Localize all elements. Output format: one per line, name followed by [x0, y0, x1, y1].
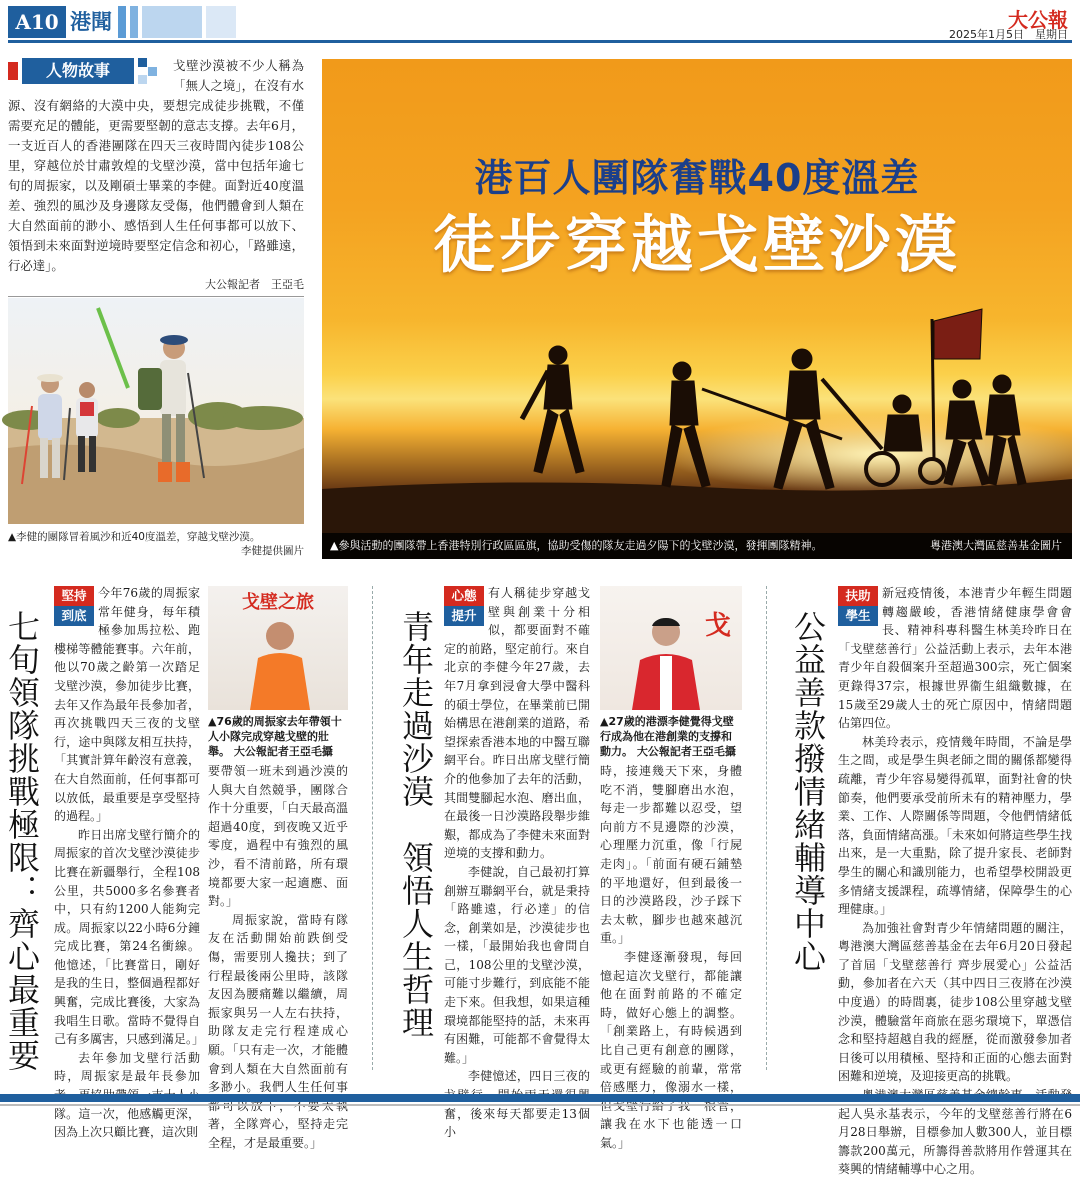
col2-para-4: 時，接連幾天下來，身體吃不消，雙腳磨出水泡，每走一步都難以忍受，望向前方不見邊際的沙漠，心理壓力沉重，像「行屍走肉」。「前面有硬石鋪墊的平地還好，但到最後一日的沙漠路段，沙子踩下去太軟，腳步也越來越沉重。」	[600, 764, 742, 946]
col2-subtag-1: 心態	[444, 586, 484, 606]
photo-small-credit: 李健提供圖片	[241, 545, 304, 557]
col1-para-3: 去年參加戈壁行活動時，周振家是最年長參加 隊。這一次，他感觸更深，因為上次只顧比賽，這次則	[54, 1050, 200, 1140]
photo-big-caption-text: ▲參與活動的團隊帶上香港特別行政區區旗，協助受傷的隊友走過夕陽下的戈壁沙漠，發揮團隊精神。	[330, 539, 823, 552]
lead-paragraph: 戈壁沙漠被不少人稱為「無人之境」，在沒有水源、沒有網絡的大漠中央，要想完成徒步挑戰，不僅需要充足的體能，更需要堅韌的意志支撐。去年6月，一支近百人的香港團隊在四天三夜時間內徒步108公里，穿越位於甘肅敦煌的戈壁沙漠，當中包括年逾七旬的周振家，以及剛碩士畢業的李健。面對近40度溫差、強烈的風沙及身邊隊友受傷，他們體會到人類在大自然面前的渺小、感悟到人生任何事都可以放下、領悟到未來面對逆境時要堅定信念和初心，「路雖遠，行必達」。	[8, 58, 304, 273]
col1-photo-caption	[208, 714, 348, 759]
col2-para-2: 李健說，自己最初打算創辦互聯網平台，就是秉持「路雖遠，行必達」的信念，創業如是，沙漠徒步也一樣，「最開始我也會問自己，108公里的戈壁沙漠，可能寸步難行，到底能不能走下來。但我想，如果這種環境都能堅持的話，未來再有困難，可能都不會覺得太難。」	[444, 864, 590, 1065]
photo-hikers-desert	[8, 298, 304, 524]
col2-photo-credit: 大公報記者王亞毛攝	[636, 745, 736, 758]
section-tag-label: 人物故事	[22, 58, 134, 84]
col2-text-a	[444, 584, 590, 1142]
section-title: 港聞	[70, 9, 112, 34]
headline-main-1: 港百人團隊奮戰40度溫差	[474, 156, 920, 200]
col1-para-4: 要帶領一班未到過沙漠的人與大自然競爭，團隊合作十分重要，「白天最高溫超過40度，到夜晚又近乎零度，過程中有強烈的風沙，看不清前路，所有環境都要大家一起適應、面對。」	[208, 764, 348, 909]
svg-text:戈壁之旅: 戈壁之旅	[242, 592, 314, 613]
header-rule	[8, 40, 1072, 43]
col3-subtag-2: 學生	[838, 606, 878, 626]
photo-big-caption	[322, 533, 1072, 559]
col3-para-1: 新冠疫情後，本港青少年輕生問題轉趨嚴峻，香港情緒健康學會會長、精神科專科醫生林美玲昨日在「戈壁慈善行」公益活動上表示，去年本港青少年自殺個案升至超過300宗，死亡個案更錄得37宗，根據世界衞生組織數據，在15歲至29歲人士的死亡原因中，情緒問題佔第四位。	[838, 586, 1072, 731]
col3-text	[838, 584, 1072, 1179]
col2-subtag-2: 提升	[444, 606, 484, 626]
hikers-illustration	[8, 298, 304, 524]
newspaper-logo: 大公報	[1008, 8, 1068, 32]
column-divider-2	[766, 586, 767, 1070]
col1-headline: 七旬領隊挑戰極限：齊心最重要	[3, 610, 41, 1072]
col2-photo-caption-text: ▲27歲的港漂李健覺得戈壁行成為他在港創業的支撐和動力。	[600, 715, 734, 758]
col2-photo	[600, 586, 742, 710]
col1-text-a	[54, 584, 205, 1142]
lead-rule	[8, 296, 304, 297]
headline-main-2: 徒步穿越戈壁沙漠	[432, 208, 961, 281]
issue-date: 2025年1月5日 星期日	[949, 28, 1068, 41]
footer-bar	[0, 1094, 1080, 1102]
sunset-illustration	[322, 59, 1072, 559]
svg-text:戈: 戈	[704, 611, 732, 641]
col3-para-2: 林美玲表示，疫情幾年時間，不論是學生之間，或是學生與老師之間的關係都變得疏離，青少年容易變得孤單，面對社會的快節奏，他們要承受前所未有的精神壓力，學業、工作、人際關係等問題，令他們情緒低落，負面情緒高漲。「未來如何將這些學生找出來，是一大重點，除了提升家長、老師對學生的關心和識別能力，也希望學校開設更多情緒支援課程，疏導情緒，保障學生的心理健康。」	[838, 734, 1073, 917]
col1-para-5: 周振家說，當時有隊友在活動開始前跌倒受傷，需要別人攙扶；到了行程最後兩公里時，該隊友因為腰痛難以繼續，周振家與另一人左右扶持，助隊友走完行程達成心願。「只有走一次，才能體會到人類在大自然面前有多渺小。我們人生任何事 著，全隊齊心，堅持走完全程，才是最重要。」	[208, 912, 348, 1150]
column-divider-1	[372, 586, 373, 1070]
lead-byline: 大公報記者 王亞毛	[205, 278, 304, 291]
col1-photo	[208, 586, 348, 710]
col3-headline: 公益善款撥情緒輔導中心	[789, 610, 827, 973]
col1-para-1: 今年76歲的周振家常年健身，每年積極參加馬拉松、跑樓梯等體能賽事。六年前，他以70歲之齡第一次踏足戈壁沙漠，參加徒步比賽，去年又作為最年長參加者，再次挑戰四天三夜的戈壁行，途中與隊友相互扶持，「其實計算年齡沒有意義，在大自然面前，任何事都可以放低，最重要是享受堅持的過程。」	[54, 586, 200, 824]
footer-line	[0, 1104, 1080, 1106]
section-tag-people	[8, 58, 152, 84]
portrait-young-illustration	[600, 586, 742, 710]
col1-subtag-1: 堅持	[54, 586, 94, 606]
col1-photo-credit: 大公報記者王亞毛攝	[233, 745, 333, 758]
col2-para-3: 李健憶述，四日三夜的 奮，後來每天都要走13個小	[444, 1069, 590, 1140]
col2-para-5: 李健逐漸發現，每回憶起這次戈壁行，都能讓他在面對前路的不確定時，做好心態上的調整。「創業路上，有時候遇到比自己更有創意的團隊，或更有經驗的前輩，常常倍感壓力，像溺水一樣， 讓我在水下也能透一口氣。」	[600, 949, 742, 1150]
photo-sunset-team	[322, 59, 1072, 559]
col3-para-3: 為加強社會對青少年情緒問題的關注，粵港澳大灣區慈善基金在去年6月20日發起了首屆「戈壁慈善行 齊步展愛心」公益活動，參加者在六天（其中四日三夜將在沙漠中度過）的時間裏，徒步108公里穿越戈壁沙漠，體驗當年商旅在惡劣環境下，單憑信念和堅持超越自我的經歷，從而激發參加者日後可以用積極、堅持和正面的心態去面對困難和逆境，及迎接更高的挑戰。	[838, 920, 1072, 1084]
header-stripes	[118, 6, 238, 38]
photo-small-caption	[8, 530, 304, 558]
photo-big-credit: 粵港澳大灣區慈善基金圖片	[930, 539, 1062, 552]
photo-small-caption-text: ▲李健的團隊冒着風沙和近40度溫差，穿越戈壁沙漠。	[8, 531, 261, 543]
portrait-elder-illustration	[208, 586, 348, 710]
col1-photo-caption-text: ▲76歲的周振家去年帶領十人小隊完成穿越戈壁的壯舉。	[208, 715, 342, 758]
page-number: A10	[8, 6, 66, 38]
col1-para-2: 昨日出席戈壁行簡介的周振家的首次戈壁沙漠徒步比賽在新疆舉行，全程108公里，共5000多名參賽者中，只有約1200人能夠完成。周振家以22小時6分鐘完成比賽，第24名衝線。他憶述，「比賽當日，剛好是我的生日，整個過程都好興奮，完成比賽後，大家為我唱生日歌。當時不覺得自己有多厲害，只感到滿足。」	[54, 827, 205, 1047]
col2-para-1: 有人稱徒步穿越戈壁與創業十分相似，都要面對不確定的前路，堅定前行。來自北京的李健今年27歲，去年7月拿到浸會大學中醫科的碩士學位，在畢業前已開始構思在港創業的道路，希望探索香港本地的中醫互聯網平台。昨日出席戈壁行簡介的他參加了去年的活動，其間雙腳起水泡、磨出血，在最後一日沙漠路段舉步維艱，都成為了李健未來面對逆境的支撐和動力。	[444, 586, 590, 861]
col1-subtag-2: 到底	[54, 606, 94, 626]
col2-photo-caption	[600, 714, 742, 759]
col3-subtag-1: 扶助	[838, 586, 878, 606]
col2-headline: 青年走過沙漠 領悟人生哲理	[397, 610, 435, 1039]
col3-para-4: 起人吳永基表示，今年的戈壁慈善行將在6月28日舉辦，目標參加人數300人，並目標籌款200萬元，所籌得善款將用作營運其在葵興的情緒輔導中心之用。	[838, 1106, 1072, 1177]
